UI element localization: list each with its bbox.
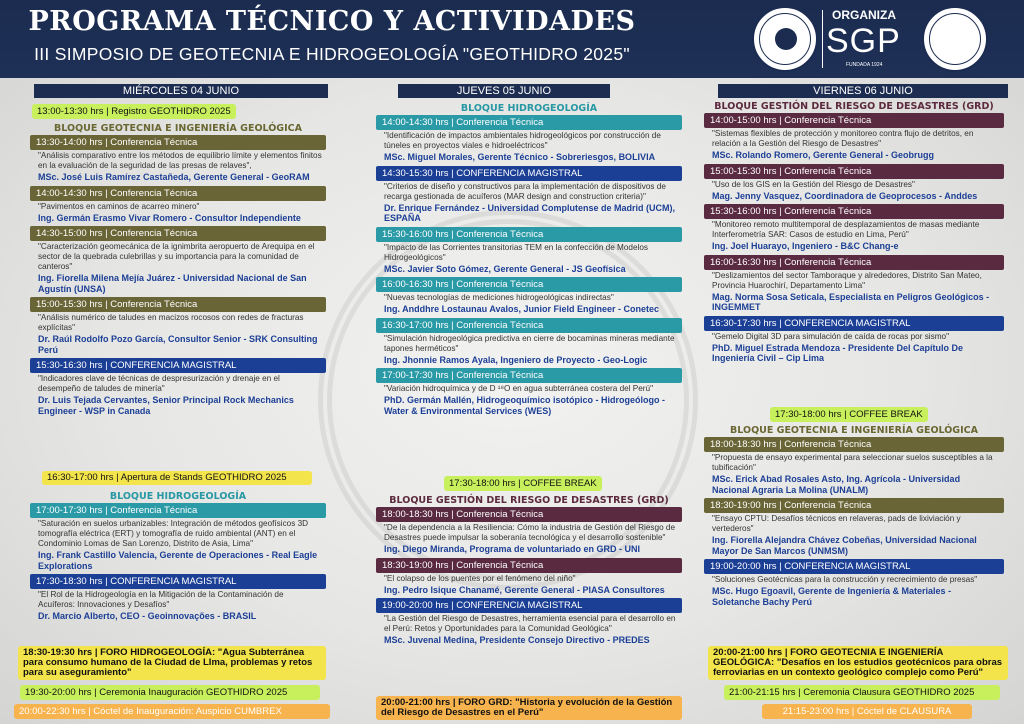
event-time-bar: 17:00-17:30 hrs | Conferencia Técnica <box>30 503 326 518</box>
col2-grd-block <box>376 494 682 649</box>
event-title: "Soluciones Geotécnicas para la construcción y recrecimiento de presas" <box>712 575 978 584</box>
event-title: "Nuevas tecnologías de mediciones hidrogeológicas indirectas" <box>384 293 614 302</box>
event-time-bar: 15:00-15:30 hrs | Conferencia Técnica <box>704 164 1004 179</box>
foro-badge: 20:00-21:00 hrs | FORO GRD: "Historia y evolución de la Gestión del Riesgo de Desastres en el Perú" <box>376 696 682 720</box>
coffee-badge: 17:30-18:00 hrs | COFFEE BREAK <box>444 476 602 491</box>
event-time-bar: 18:00-18:30 hrs | Conferencia Técnica <box>704 437 1004 452</box>
event-time-bar: 18:30-19:00 hrs | Conferencia Técnica <box>376 558 682 573</box>
event-speaker: Mag. Norma Sosa Seticala, Especialista en Peligros Geológicos - INGEMMET <box>712 291 990 312</box>
event-speaker: Dr. Marcio Alberto, CEO - Geoinnovações - BRASIL <box>38 611 257 621</box>
event-title: "Uso de los GIS en la Gestión del Riesgo de Desastres" <box>712 179 915 189</box>
event-title: "Análisis numérico de taludes en macizos rocosos con redes de fracturas explícitas" <box>38 313 304 332</box>
event-time-bar: 14:30-15:30 hrs | CONFERENCIA MAGISTRAL <box>376 166 682 181</box>
event-speaker: MSc. Javier Soto Gómez, Gerente General - JS Geofísica <box>384 263 626 274</box>
event-title: "Propuesta de ensayo experimental para seleccionar suelos susceptibles a la tubificación" <box>712 453 993 472</box>
event-speaker: Mag. Jenny Vasquez, Coordinadora de Geoprocesos - Anddes <box>712 190 978 201</box>
event-title: "Saturación en suelos urbanizables: Integración de métodos geofísicos 3D tomografía eléctrica (ERT) y tomografía de ruido ambiental (ANT) en el Condominio Lomas de San Lorenzo, Distrito de Asia, Lima" <box>38 519 309 548</box>
sgp-seal-logo <box>752 6 818 72</box>
organiza-label: ORGANIZA <box>832 8 896 22</box>
divider <box>822 10 823 68</box>
event-time-bar: 18:00-18:30 hrs | Conferencia Técnica <box>376 507 682 522</box>
col2-hid-block <box>376 102 682 419</box>
col1-hid-block <box>30 490 326 625</box>
section-title: BLOQUE HIDROGEOLOGÍA <box>109 491 247 502</box>
ceremonia-badge: 21:00-21:15 hrs | Ceremonia Clausura GEOTHIDRO 2025 <box>724 685 1000 700</box>
simposio-seal-logo <box>922 6 988 72</box>
event-time-bar: 18:30-19:00 hrs | Conferencia Técnica <box>704 498 1004 513</box>
section-title: BLOQUE GEOTECNIA E INGENIERÍA GEOLÓGICA <box>54 123 302 134</box>
event-speaker: Ing. Anddhre Lostaunau Avalos, Junior Field Engineer - Conetec <box>384 304 660 314</box>
section-title: BLOQUE GEOTECNIA E INGENIERÍA GEOLÓGICA <box>730 425 978 436</box>
event-speaker: MSc. Miguel Morales, Gerente Técnico - Sobreriesgos, BOLIVIA <box>384 152 656 162</box>
coctel-badge: 20:00-22:30 hrs | Cóctel de Inauguración: Auspicio CUMBREX <box>14 704 330 719</box>
sgp-logo-text: SGP <box>826 22 901 60</box>
foro-badge: 18:30-19:30 hrs | FORO HIDROGEOLOGÍA: "Agua Subterránea para consumo humano de la Ciudad de LIma, problemas y retos para su aseguramiento" <box>18 646 326 680</box>
event-time-bar: 13:30-14:00 hrs | Conferencia Técnica <box>30 135 326 150</box>
header <box>0 0 1024 78</box>
page-title: PROGRAMA TÉCNICO Y ACTIVIDADES <box>28 6 636 37</box>
event-time-bar: 16:00-16:30 hrs | Conferencia Técnica <box>376 277 682 292</box>
event-speaker: Ing. Jhonnie Ramos Ayala, Ingeniero de Proyecto - Geo-Logic <box>384 354 648 365</box>
event-speaker: PhD. Miguel Estrada Mendoza - Presidente Del Capítulo De Ingeniería Civil – Cip Lima <box>712 342 964 363</box>
event-speaker: Ing. Frank Castillo Valencia, Gerente de Operaciones - Real Eagle Explorations <box>38 550 318 571</box>
foro-badge: 20:00-21:00 hrs | FORO GEOTECNIA E INGENIERÍA GEOLÓGICA: "Desafíos en los estudios geotécnicos para obras ferroviarias en un contexto geológico complejo como Perú" <box>708 646 1008 680</box>
event-speaker: Dr. Enrique Fernández - Universidad Complutense de Madrid (UCM), ESPAÑA <box>384 202 676 223</box>
event-title: "Variación hidroquímica y de D ¹⁸O en agua subterránea costera del Perú" <box>384 384 653 393</box>
section-title: BLOQUE GESTIÓN DEL RIESGO DE DESASTRES (GRD) <box>389 495 669 506</box>
event-time-bar: 14:00-14:30 hrs | Conferencia Técnica <box>376 115 682 130</box>
event-title: "La Gestión del Riesgo de Desastres, herramienta esencial para el desarrollo en el Perú: Retos y Oportunidades para la Comunidad Geológica" <box>384 614 676 633</box>
event-title: "Identificación de impactos ambientales hidrogeológicos por construcción de túneles en proyectos viales e hidroeléctricos" <box>384 131 661 150</box>
event-speaker: MSc. Erick Abad Rosales Asto, Ing. Agrícola - Universidad Nacional Agraria La Molina (UNALM) <box>712 474 961 495</box>
event-title: "Impacto de las Corrientes transitorias TEM en la confección de Modelos Hidrogeológicos" <box>384 242 648 262</box>
col1-geo-block <box>30 122 326 419</box>
col3-grd-block <box>704 100 1004 367</box>
event-title: "El Rol de la Hidrogeología en la Mitigación de la Contaminación de Acuíferos: Innovaciones y Desafíos" <box>38 590 284 609</box>
event-title: "Sistemas flexibles de protección y monitoreo contra flujo de detritos, en relación a la Gestión del Riesgo de Desastres" <box>712 129 974 148</box>
event-title: "Pavimentos en caminos de acarreo minero" <box>38 201 200 211</box>
event-time-bar: 19:00-20:00 hrs | CONFERENCIA MAGISTRAL <box>376 598 682 613</box>
col3-geo-block <box>704 424 1004 610</box>
coffee-badge: 17:30-18:00 hrs | COFFEE BREAK <box>770 407 928 422</box>
sgp-founded: FUNDADA 1924 <box>846 62 883 68</box>
event-time-bar: 16:30-17:30 hrs | CONFERENCIA MAGISTRAL <box>704 316 1004 331</box>
event-speaker: Ing. Fiorella Alejandra Chávez Cobeñas, Universidad Nacional Mayor De San Marcos (UNMSM) <box>712 535 977 556</box>
event-speaker: Ing. Fiorella Milena Mejía Juárez - Universidad Nacional de San Agustín (UNSA) <box>38 273 307 294</box>
event-speaker: MSc. Hugo Egoavil, Gerente de Ingeniería & Materiales - Soletanche Bachy Perú <box>712 586 952 607</box>
event-speaker: PhD. Germán Mallén, Hidrogeoquímico isotópico - Hidrogeólogo - Water & Environmental Services (WES) <box>384 395 666 416</box>
event-time-bar: 15:30-16:30 hrs | CONFERENCIA MAGISTRAL <box>30 358 326 373</box>
event-time-bar: 16:30-17:00 hrs | Conferencia Técnica <box>376 318 682 333</box>
event-time-bar: 16:00-16:30 hrs | Conferencia Técnica <box>704 255 1004 270</box>
event-speaker: Ing. Joel Huarayo, Ingeniero - B&C Chang-e <box>712 241 899 251</box>
event-title: "Monitoreo remoto multitemporal de desplazamientos de masas mediante Interferometría SAR: Casos de estudio en Lima, Perú" <box>712 220 980 239</box>
event-title: "El colapso de los puentes por el fenómeno del niño" <box>384 573 576 583</box>
event-time-bar: 19:00-20:00 hrs | CONFERENCIA MAGISTRAL <box>704 559 1004 574</box>
event-title: "Caracterización geomecánica de la ignimbrita aeropuerto de Arequipa en el sector de la quebrada culebrillas y su importancia para la comunidad de canteros" <box>38 242 315 271</box>
event-time-bar: 14:00-15:00 hrs | Conferencia Técnica <box>704 113 1004 128</box>
day-header-friday: VIERNES 06 JUNIO <box>718 84 1008 98</box>
event-speaker: Ing. Pedro Isique Chanamé, Gerente General - PIASA Consultores <box>384 584 665 595</box>
event-time-bar: 17:00-17:30 hrs | Conferencia Técnica <box>376 368 682 383</box>
event-speaker: MSc. José Luis Ramírez Castañeda, Gerente General - GeoRAM <box>38 172 310 182</box>
event-time-bar: 15:00-15:30 hrs | Conferencia Técnica <box>30 297 326 312</box>
stands-badge: 16:30-17:00 hrs | Apertura de Stands GEOTHIDRO 2025 <box>42 471 312 485</box>
event-time-bar: 14:30-15:00 hrs | Conferencia Técnica <box>30 226 326 241</box>
event-title: "Gemelo Digital 3D para simulación de caída de rocas por sismo" <box>712 331 949 341</box>
day-header-wednesday: MIÉRCOLES 04 JUNIO <box>34 84 328 98</box>
event-time-bar: 15:30-16:00 hrs | Conferencia Técnica <box>704 204 1004 219</box>
day-header-thursday: JUEVES 05 JUNIO <box>398 84 610 98</box>
event-speaker: Dr. Luis Tejada Cervantes, Senior Principal Rock Mechanics Engineer - WSP in Canada <box>38 395 294 416</box>
ceremonia-badge: 19:30-20:00 hrs | Ceremonia Inauguración GEOTHIDRO 2025 <box>20 685 320 700</box>
event-speaker: Ing. Germán Erasmo Vivar Romero - Consultor Independiente <box>38 212 301 223</box>
event-title: "De la dependencia a la Resiliencia: Cómo la industria de Gestión del Riesgo de Desastres puede impulsar la soberanía tecnológica y el desarrollo sostenible" <box>384 523 676 542</box>
event-title: "Simulación hidrogeológica predictiva en cierre de bocaminas mineras mediante tapones herméticos" <box>384 333 675 353</box>
page-subtitle: III SIMPOSIO DE GEOTECNIA E HIDROGEOLOGÍA "GEOTHIDRO 2025" <box>34 44 630 64</box>
section-title: BLOQUE HIDROGEOLOGÍA <box>460 103 598 114</box>
event-title: "Indicadores clave de técnicas de despresurización y drenaje en el desempeño de taludes de minería" <box>38 374 280 393</box>
event-time-bar: 15:30-16:00 hrs | Conferencia Técnica <box>376 227 682 242</box>
registro-badge: 13:00-13:30 hrs | Registro GEOTHIDRO 2025 <box>32 104 236 119</box>
event-time-bar: 17:30-18:30 hrs | CONFERENCIA MAGISTRAL <box>30 574 326 589</box>
coctel-badge: 21:15-23:00 hrs | Cóctel de CLAUSURA <box>762 704 972 719</box>
event-speaker: MSc. Juvenal Medina, Presidente Consejo Directivo - PREDES <box>384 635 650 645</box>
event-title: "Análisis comparativo entre los métodos de equilibrio límite y elementos finitos en la evaluación de la seguridad de las presas de relaves", <box>38 151 322 170</box>
section-title: BLOQUE GESTIÓN DEL RIESGO DE DESASTRES (GRD) <box>714 101 994 112</box>
event-speaker: Ing. Diego Miranda, Programa de voluntariado en GRD - UNI <box>384 544 641 554</box>
event-speaker: Dr. Raúl Rodolfo Pozo García, Consultor Senior - SRK Consulting Perú <box>38 334 318 355</box>
event-title: "Ensayo CPTU: Desafíos técnicos en relaveras, pads de lixiviación y vertederos" <box>712 514 961 533</box>
event-title: "Deslizamientos del sector Tamboraque y alrededores, Distrito San Mateo, Provincia Huarochirí, Departamento Lima" <box>712 270 982 290</box>
event-title: "Criterios de diseño y constructivos para la implementación de dispositivos de recarga gestionada de acuíferos (MAR design and construction criteria)" <box>384 181 666 201</box>
event-time-bar: 14:00-14:30 hrs | Conferencia Técnica <box>30 186 326 201</box>
event-speaker: MSc. Rolando Romero, Gerente General - Geobrugg <box>712 150 935 160</box>
